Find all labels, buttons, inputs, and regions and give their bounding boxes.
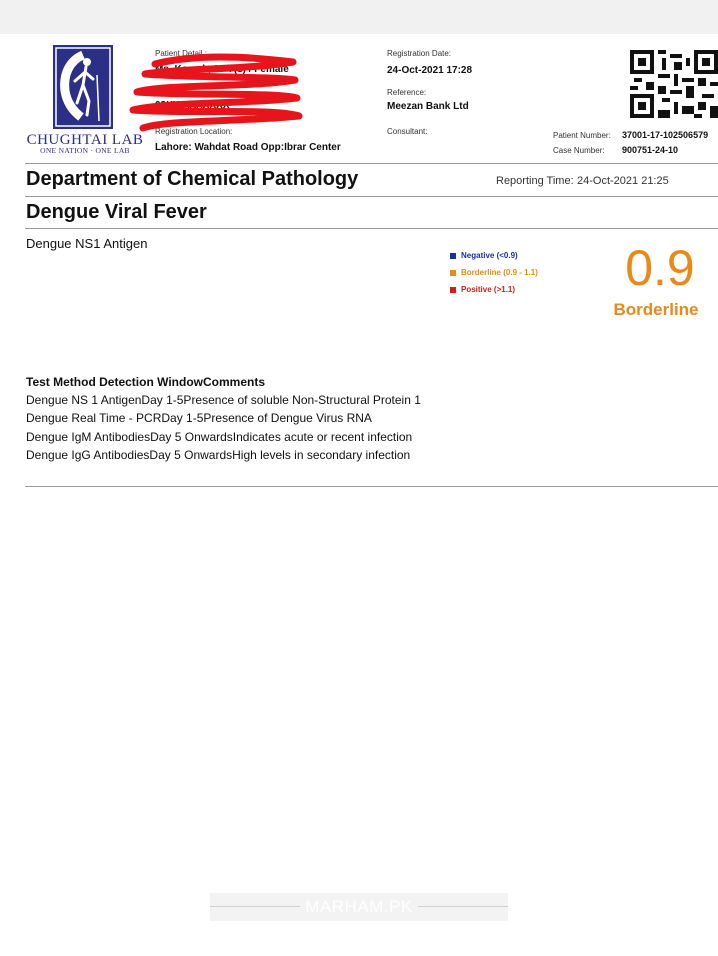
legend-negative-swatch	[450, 253, 456, 259]
patient-detail-label: Patient Detail :	[155, 49, 208, 58]
lab-logo-mark	[53, 45, 113, 129]
result-value: 0.9	[625, 240, 695, 296]
legend-borderline-swatch	[450, 270, 456, 276]
legend-positive-swatch	[450, 287, 456, 293]
watermark	[210, 893, 508, 921]
result-legend	[450, 251, 538, 294]
test-name: Dengue NS1 Antigen	[26, 236, 148, 251]
top-contact-strip	[0, 0, 718, 34]
qr-code	[630, 50, 718, 118]
legend-borderline-label: Borderline (0.9 - 1.1)	[461, 268, 538, 277]
registration-location: Lahore: Wahdat Road Opp:Ibrar Center	[155, 142, 341, 153]
reference-value: Meezan Bank Ltd	[387, 101, 469, 112]
case-number: 900751-24-10	[622, 145, 679, 155]
reporting-time-label: Reporting Time:	[496, 175, 574, 187]
patient-number: 37001-17-102506579	[622, 130, 709, 140]
test-group-title: Dengue Viral Fever	[26, 201, 207, 223]
legend-positive	[450, 285, 538, 294]
case-number-label: Case Number:	[553, 146, 605, 155]
patient-number-label: Patient Number:	[553, 131, 611, 140]
legend-negative	[450, 251, 538, 260]
walking-man-icon	[53, 45, 113, 129]
legend-positive-label: Positive (>1.1)	[461, 285, 516, 294]
method-table-row: Dengue IgM AntibodiesDay 5 OnwardsIndicates acute or recent infection	[26, 430, 413, 444]
redaction-scribble	[125, 52, 305, 134]
reference-label: Reference:	[387, 88, 427, 97]
test-title-divider	[25, 228, 718, 229]
logo-lab-name: CHUGHTAI LAB	[26, 132, 144, 148]
reporting-time: 24-Oct-2021 21:25	[577, 175, 669, 187]
result-status: Borderline	[613, 300, 699, 319]
legend-borderline	[450, 268, 538, 277]
consultant-label: Consultant:	[387, 127, 428, 136]
method-table-header: Test Method Detection WindowComments	[26, 375, 266, 389]
department-title: Department of Chemical Pathology	[26, 168, 359, 190]
registration-date-label: Registration Date:	[387, 49, 452, 58]
mobile-label: Mobile:	[155, 87, 181, 96]
method-table-row: Dengue NS 1 AntigenDay 1-5Presence of soluble Non-Structural Protein 1	[26, 393, 421, 407]
table-bottom-divider	[25, 486, 718, 487]
method-table-row: Dengue Real Time - PCRDay 1-5Presence of Dengue Virus RNA	[26, 411, 372, 425]
patient-name: Ms. Komal , 30 Y(s) / Female	[155, 64, 289, 75]
registration-location-label: Registration Location:	[155, 127, 233, 136]
department-divider	[25, 196, 718, 197]
legend-negative-label: Negative (<0.9)	[461, 251, 518, 260]
header-divider	[25, 163, 718, 164]
registration-date: 24-Oct-2021 17:28	[387, 65, 473, 76]
watermark-text: MARHAM.PK	[305, 897, 413, 916]
logo-tagline: ONE NATION · ONE LAB	[40, 146, 130, 155]
mobile-value: 03XX-XXXXXXX	[155, 100, 230, 111]
method-table-row: Dengue IgG AntibodiesDay 5 OnwardsHigh levels in secondary infection	[26, 448, 411, 462]
